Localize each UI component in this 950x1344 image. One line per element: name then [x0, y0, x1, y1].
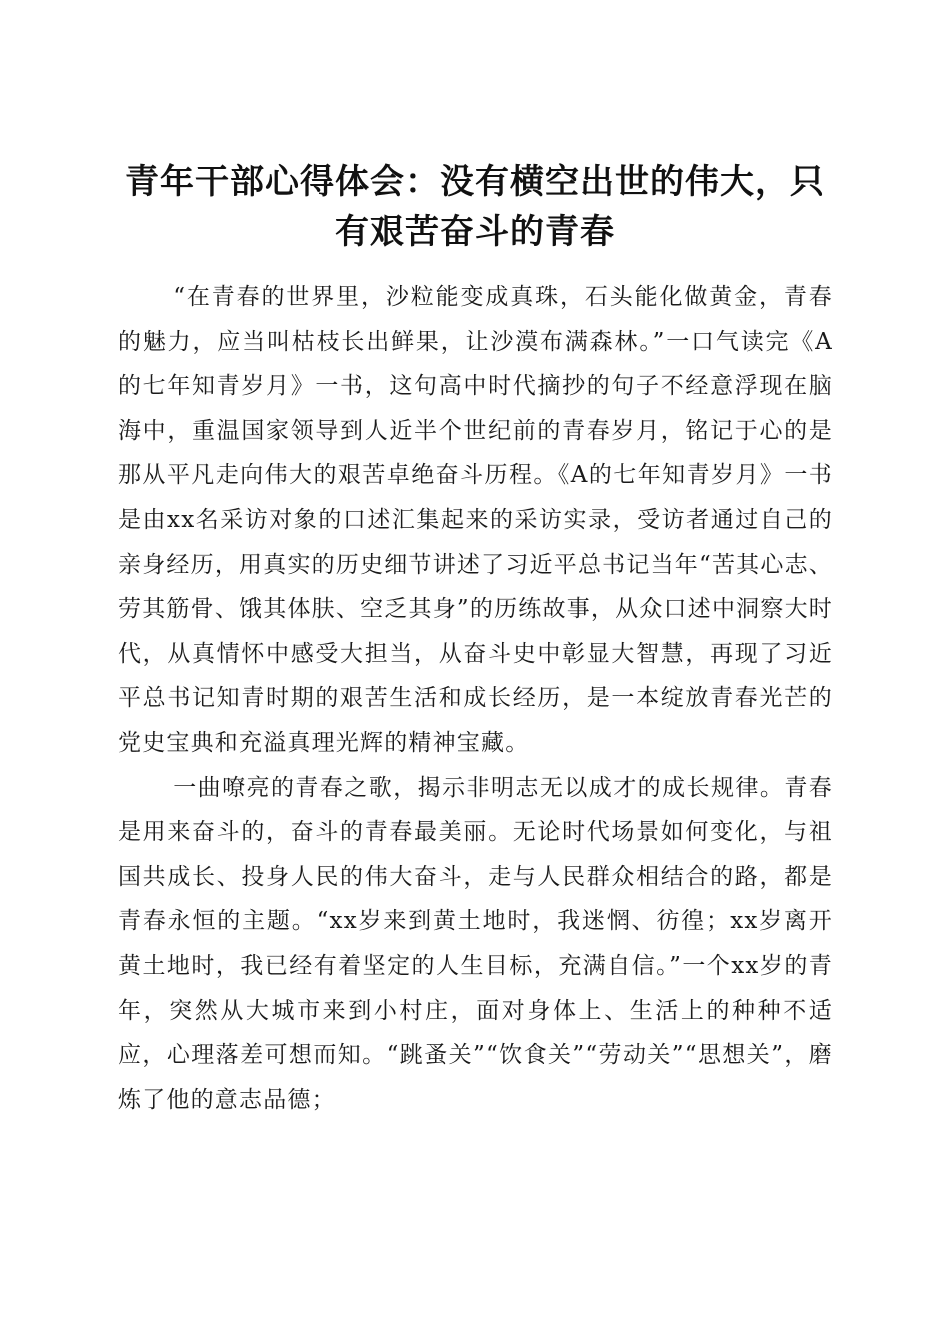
document-body — [118, 275, 833, 1122]
paragraph-1: “在青春的世界里，沙粒能变成真珠，石头能化做黄金，青春的魅力，应当叫枯枝长出鲜果，让沙漠布满森林。”一口气读完《A的七年知青岁月》一书，这句高中时代摘抄的句子不经意浮现在脑海中，重温国家领导到人近半个世纪前的青春岁月，铭记于心的是那从平凡走向伟大的艰苦卓绝奋斗历程。《A的七年知青岁月》一书是由xx名采访对象的口述汇集起来的采访实录，受访者通过自己的亲身经历，用真实的历史细节讲述了习近平总书记当年“苦其心志、劳其筋骨、饿其体肤、空乏其身”的历练故事，从众口述中洞察大时代，从真情怀中感受大担当，从奋斗史中彰显大智慧，再现了习近平总书记知青时期的艰苦生活和成长经历，是一本绽放青春光芒的党史宝典和充溢真理光辉的精神宝藏。 — [118, 284, 833, 756]
paragraph-2: 一曲嘹亮的青春之歌，揭示非明志无以成才的成长规律。青春是用来奋斗的，奋斗的青春最美丽。无论时代场景如何变化，与祖国共成长、投身人民的伟大奋斗，走与人民群众相结合的路，都是青春永恒的主题。“xx岁来到黄土地时，我迷惘、彷徨；xx岁离开黄土地时，我已经有着坚定的人生目标，充满自信。”一个xx岁的青年，突然从大城市来到小村庄，面对身体上、生活上的种种不适应，心理落差可想而知。“跳蚤关”“饮食关”“劳动关”“思想关”，磨炼了他的意志品德； — [118, 774, 833, 1113]
document-title: 青年干部心得体会：没有横空出世的伟大，只有艰苦奋斗的青春 — [125, 161, 825, 252]
